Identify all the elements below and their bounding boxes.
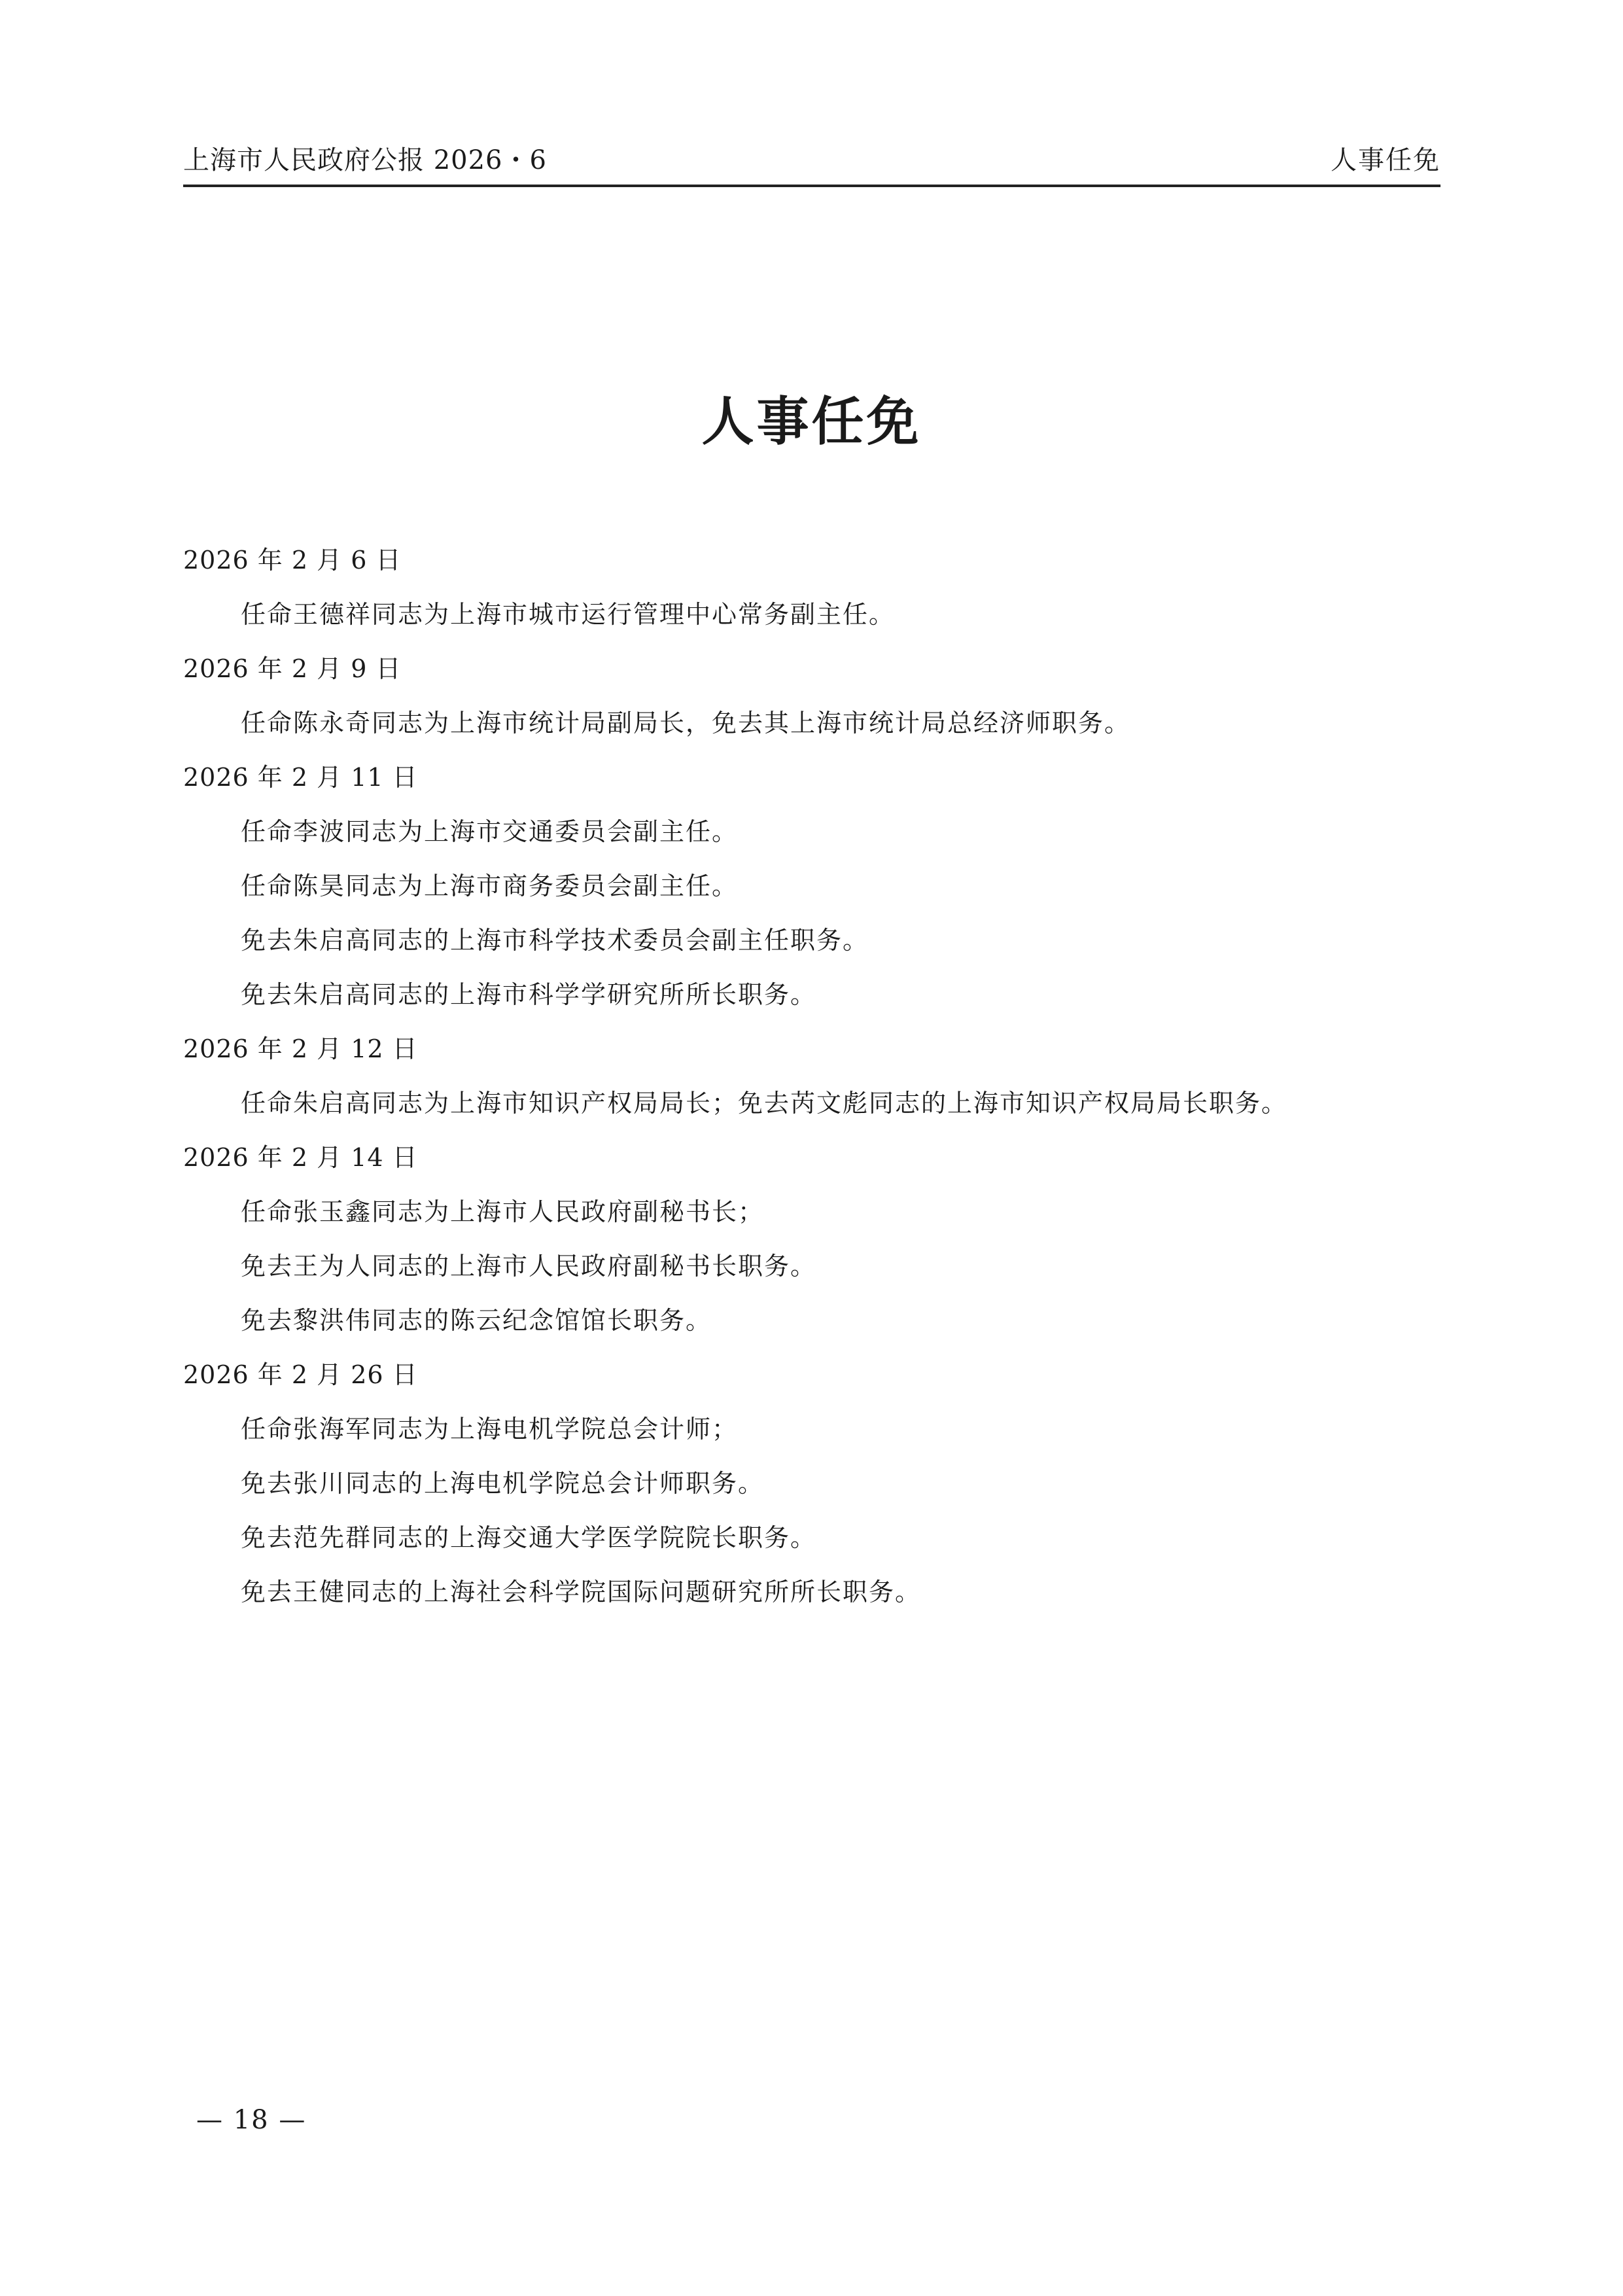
page-number: — 18 —: [196, 2105, 307, 2135]
entry-date: 2026 年 2 月 12 日: [183, 1034, 418, 1063]
appointment-item: 免去张川同志的上海电机学院总会计师职务。: [241, 1469, 765, 1498]
publication-name: 上海市人民政府公报 2026・6: [183, 145, 547, 175]
appointment-item: 任命王德祥同志为上海市城市运行管理中心常务副主任。: [241, 600, 896, 629]
appointment-item: 免去朱启高同志的上海市科学技术委员会副主任职务。: [241, 926, 869, 955]
appointment-item: 任命张玉鑫同志为上海市人民政府副秘书长；: [241, 1197, 765, 1226]
page-header: [183, 134, 1440, 180]
appointment-item: 任命陈昊同志为上海市商务委员会副主任。: [241, 872, 739, 900]
appointment-item: 免去范先群同志的上海交通大学医学院院长职务。: [241, 1523, 817, 1552]
appointment-item: 免去王健同志的上海社会科学院国际问题研究所所长职务。: [241, 1578, 922, 1606]
page-title: 人事任免: [701, 391, 922, 452]
entry-date: 2026 年 2 月 9 日: [183, 654, 402, 683]
appointment-item: 任命李波同志为上海市交通委员会副主任。: [241, 817, 739, 846]
appointment-item: 免去黎洪伟同志的陈云纪念馆馆长职务。: [241, 1306, 712, 1335]
entry-date: 2026 年 2 月 6 日: [183, 546, 402, 574]
appointment-item: 免去王为人同志的上海市人民政府副秘书长职务。: [241, 1252, 817, 1280]
appointment-item: 免去朱启高同志的上海市科学学研究所所长职务。: [241, 980, 817, 1009]
section-name: 人事任免: [1331, 145, 1440, 175]
appointment-list: [183, 533, 1440, 1619]
appointment-item: 任命朱启高同志为上海市知识产权局局长；免去芮文彪同志的上海市知识产权局局长职务。: [241, 1089, 1288, 1118]
entry-date: 2026 年 2 月 14 日: [183, 1143, 418, 1172]
entry-date: 2026 年 2 月 11 日: [183, 763, 418, 792]
header-divider: [183, 185, 1440, 187]
appointment-item: 任命陈永奇同志为上海市统计局副局长，免去其上海市统计局总经济师职务。: [241, 709, 1131, 737]
entry-date: 2026 年 2 月 26 日: [183, 1360, 418, 1389]
appointment-item: 任命张海军同志为上海电机学院总会计师；: [241, 1415, 739, 1443]
